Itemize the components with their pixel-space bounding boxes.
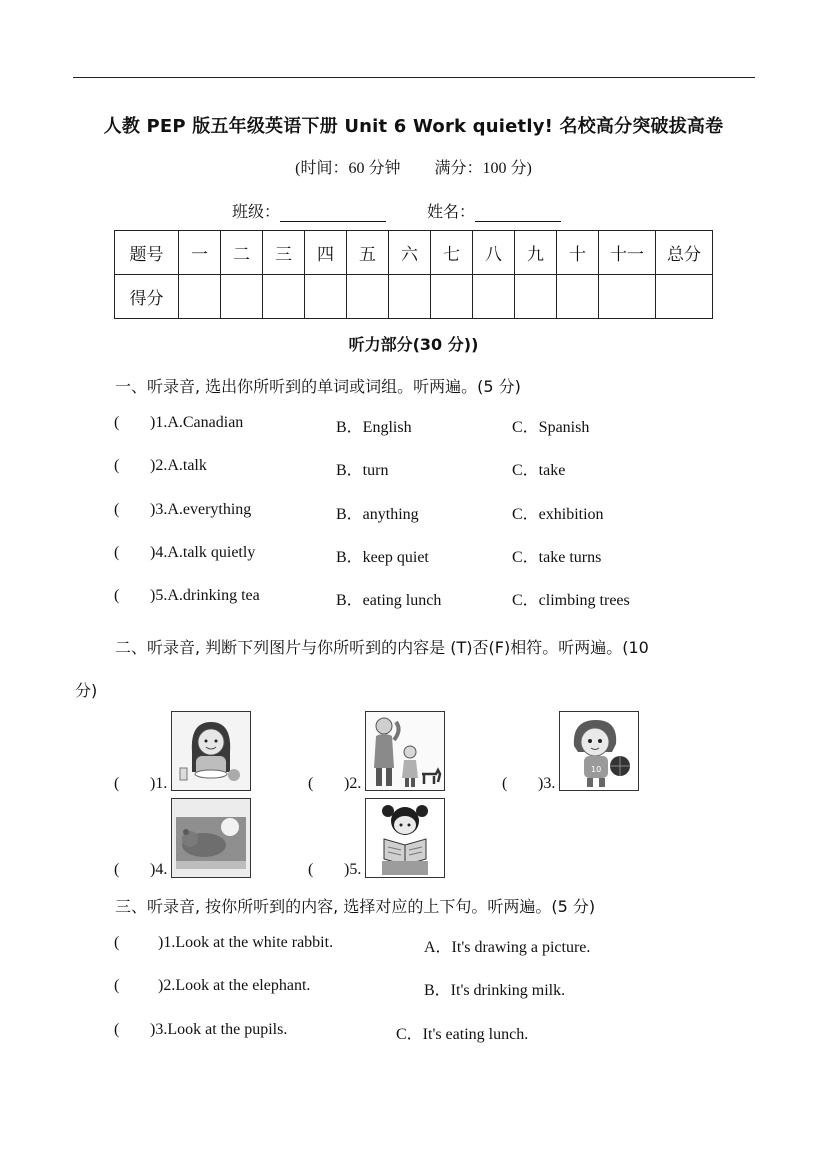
picture-number: )1. — [150, 775, 168, 792]
listening-heading: 听力部分(30 分)) — [348, 335, 479, 354]
answer-paren[interactable]: ( — [114, 501, 120, 518]
score-input-cell[interactable] — [656, 275, 713, 319]
section3-heading-text: 三、听录音, 按你所听到的内容, 选择对应的上下句。听两遍。(5 分) — [115, 897, 596, 916]
score-cell: 十一 — [599, 231, 656, 275]
score-input-cell[interactable] — [515, 275, 557, 319]
answer-paren[interactable]: ( — [502, 775, 508, 792]
name-field[interactable] — [427, 199, 561, 222]
score-cell: 十 — [557, 231, 599, 275]
score-input-cell[interactable] — [221, 275, 263, 319]
exam-time: (时间：60 分钟 — [295, 160, 401, 177]
score-cell: 八 — [473, 231, 515, 275]
answer-paren[interactable]: ( — [114, 414, 120, 431]
score-cell: 七 — [431, 231, 473, 275]
section1-heading-text: 一、听录音, 选出你所听到的单词或词组。听两遍。(5 分) — [115, 377, 521, 396]
answer-paren[interactable]: ( — [114, 544, 120, 561]
section2-heading-text-2: 分) — [75, 681, 98, 700]
option-a: A．It's drawing a picture. — [424, 939, 591, 956]
question-stem: )4.A.talk quietly — [150, 544, 256, 561]
section2-heading-text: 二、听录音, 判断下列图片与你所听到的内容是 (T)否(F)相符。听两遍。(10 — [115, 638, 649, 657]
class-field[interactable] — [232, 199, 386, 222]
score-input-cell[interactable] — [347, 275, 389, 319]
score-cell: 九 — [515, 231, 557, 275]
score-input-cell[interactable] — [431, 275, 473, 319]
option-c: C．take turns — [512, 549, 602, 566]
name-label: 姓名： — [427, 204, 476, 221]
score-table-score-row — [115, 275, 713, 319]
question-stem: )2.A.talk — [150, 457, 207, 474]
section1-heading — [115, 374, 521, 397]
question-stem: )3.Look at the pupils. — [150, 1021, 288, 1038]
question-stem: )3.A.everything — [150, 501, 252, 518]
option-c: C．Spanish — [512, 419, 590, 436]
score-table-header-row — [115, 231, 713, 275]
answer-paren[interactable]: ( — [114, 775, 120, 792]
option-b: B．turn — [336, 462, 389, 479]
picture-number: )2. — [344, 775, 362, 792]
score-cell: 三 — [263, 231, 305, 275]
page-title: 人教 PEP 版五年级英语下册 Unit 6 Work quietly! 名校高分突破拔高卷 — [103, 116, 724, 137]
score-cell: 六 — [389, 231, 431, 275]
header-rule — [73, 77, 755, 78]
family-with-dog-image — [365, 711, 445, 791]
question-stem: )2.Look at the elephant. — [158, 977, 311, 994]
score-table — [114, 230, 713, 319]
score-input-cell[interactable] — [305, 275, 347, 319]
class-label: 班级： — [232, 204, 281, 221]
score-input-cell[interactable] — [179, 275, 221, 319]
class-blank[interactable] — [280, 205, 386, 222]
name-blank[interactable] — [475, 205, 561, 222]
option-b: B．keep quiet — [336, 549, 429, 566]
picture-number: )3. — [538, 775, 556, 792]
girl-eating-image — [171, 711, 251, 791]
score-cell: 得分 — [115, 275, 179, 319]
score-cell: 一 — [179, 231, 221, 275]
answer-paren[interactable]: ( — [114, 861, 120, 878]
score-input-cell[interactable] — [473, 275, 515, 319]
answer-paren[interactable]: ( — [114, 977, 120, 994]
option-c: C．exhibition — [512, 506, 604, 523]
option-b: B．English — [336, 419, 412, 436]
answer-paren[interactable]: ( — [308, 861, 314, 878]
girl-reading-book-image — [365, 798, 445, 878]
question-stem: )5.A.drinking tea — [150, 587, 260, 604]
answer-paren[interactable]: ( — [114, 1021, 120, 1038]
exam-full-score: 满分：100 分) — [434, 160, 532, 177]
question-stem: )1.A.Canadian — [150, 414, 244, 431]
score-cell: 五 — [347, 231, 389, 275]
score-cell: 总分 — [656, 231, 713, 275]
answer-paren[interactable]: ( — [114, 587, 120, 604]
answer-paren[interactable]: ( — [308, 775, 314, 792]
section2-heading-cont — [75, 678, 97, 701]
score-cell: 二 — [221, 231, 263, 275]
option-c: C．take — [512, 462, 566, 479]
option-b: B．It's drinking milk. — [424, 982, 566, 999]
option-b: B．anything — [336, 506, 419, 523]
picture-number: )4. — [150, 861, 168, 878]
section3-heading — [115, 894, 595, 917]
score-cell: 四 — [305, 231, 347, 275]
score-input-cell[interactable] — [263, 275, 305, 319]
option-c: C．climbing trees — [512, 592, 630, 609]
option-b: B．eating lunch — [336, 592, 442, 609]
svg-text:10: 10 — [591, 765, 602, 774]
score-input-cell[interactable] — [599, 275, 656, 319]
bear-sleeping-image — [171, 798, 251, 878]
girl-with-ball-image — [559, 711, 639, 791]
score-input-cell[interactable] — [389, 275, 431, 319]
section2-heading — [115, 635, 649, 658]
question-stem: )1.Look at the white rabbit. — [158, 934, 334, 951]
answer-paren[interactable]: ( — [114, 457, 120, 474]
score-cell: 题号 — [115, 231, 179, 275]
answer-paren[interactable]: ( — [114, 934, 120, 951]
picture-number: )5. — [344, 861, 362, 878]
option-c: C．It's eating lunch. — [396, 1026, 529, 1043]
score-input-cell[interactable] — [557, 275, 599, 319]
exam-subtitle — [0, 155, 827, 178]
